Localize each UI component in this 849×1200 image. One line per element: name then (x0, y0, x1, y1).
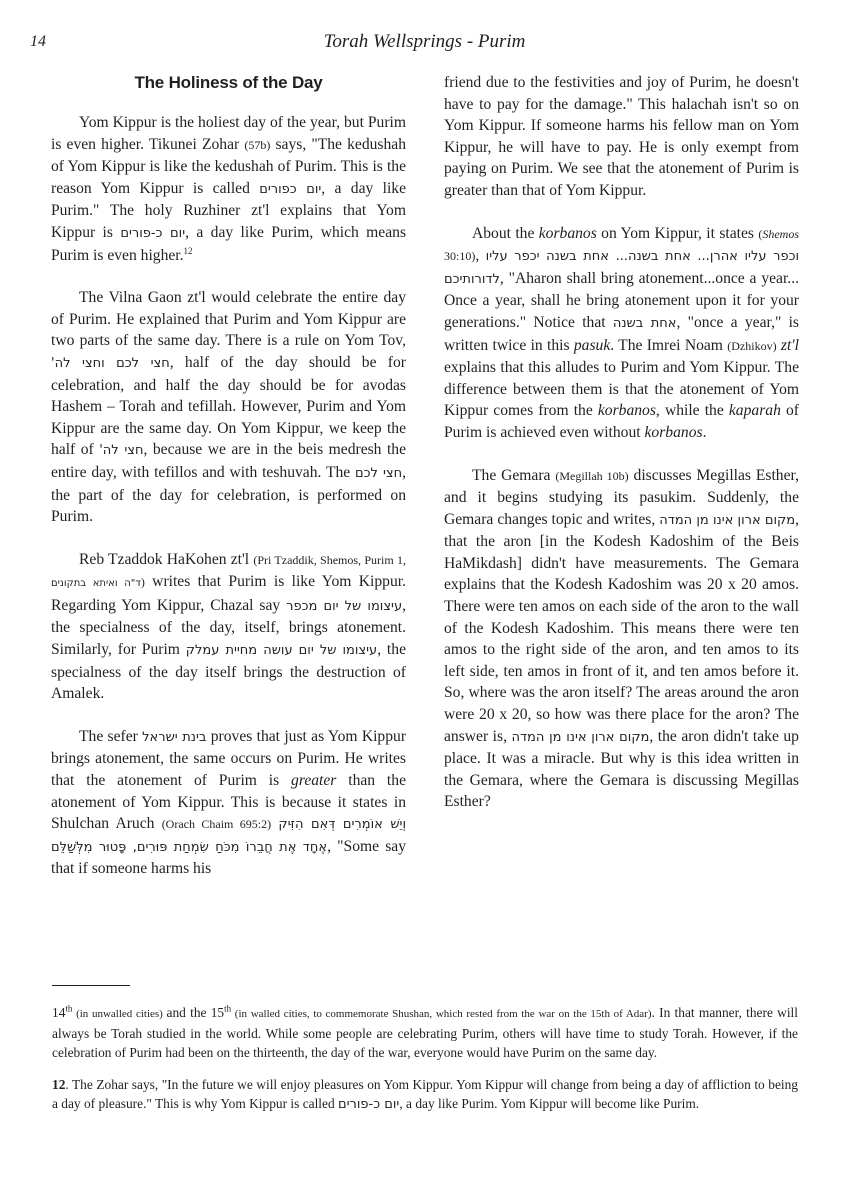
text: About the (472, 224, 539, 242)
paragraph-gemara (444, 465, 799, 814)
text: discusses Megillas Esther, and it begins studying its pasukim. Suddenly, the Gemara changes topic and writes, (444, 466, 799, 528)
hebrew-text: יום כ-פורים (120, 225, 186, 241)
text: , because we are in the beis medresh the entire day, with tefillos and with teshuvah. The (51, 441, 407, 481)
text: on Yom Kippur, it states (596, 224, 759, 242)
source-reference: (Orach Chaim 695:2) (161, 817, 272, 832)
emphasis: korbanos (538, 224, 597, 242)
reference-book: Shemos (762, 226, 799, 241)
text: . (702, 423, 707, 441)
text: than the atonement of Yom Kippur. This is because it states in Shulchan Aruch (51, 772, 406, 833)
paragraph-vilna-gaon (51, 287, 406, 528)
text: , that the aron [in the Kodesh Kadoshim of the Beis HaMikdash] didn't have measurements. The Gemara explains that the Kodesh Kadoshim was 20 x 20 amos. There were ten amos on each side of the aron to the wall of the Kodesh Kadoshim. This means there were ten amos to the right side of the aron, and ten amos to its left side, ten amos in front of it, and ten amos before it. So, where was the aron itself? The areas around the aron were 20 x 20, so how was there place for the aron? The answer is, (444, 510, 799, 745)
text: says, "The kedushah of Yom Kippur is like the kedushah of Purim. This is the reason Yom Kippur is called (51, 135, 407, 197)
source-reference: (Dzhikov) (727, 338, 777, 353)
hebrew-text: אחת בשנה (612, 315, 677, 331)
hebrew-text: חצי לכם וחצי לה' (51, 355, 170, 371)
paragraph-holiest-day (51, 112, 406, 266)
text: Reb Tzaddok HaKohen zt'l (79, 550, 254, 568)
emphasis: pasuk (573, 336, 611, 354)
ordinal-suffix: th (224, 1003, 232, 1014)
parenthetical: (in unwalled cities) (72, 1008, 167, 1020)
ordinal-suffix: th (65, 1003, 73, 1014)
hebrew-text: מקום ארון אינו מן המדה (511, 729, 650, 745)
footnote-marker[interactable]: 12 (183, 245, 193, 256)
text: , "Aharon shall bring atonement...once a year... Once a year, shall he bring atonement upon it for your generations." Notice that (444, 269, 799, 331)
text: , the specialness of the day itself brings the destruction of Amalek. (51, 641, 406, 703)
footnotes (52, 1003, 798, 1127)
right-column (444, 72, 799, 813)
section-title: The Holiness of the Day (134, 73, 323, 92)
text: , "Some say that if someone harms his (51, 837, 406, 878)
text: The sefer (79, 727, 143, 745)
hebrew-text: בינת ישראל (142, 729, 207, 745)
emphasis: kaparah (728, 402, 781, 420)
emphasis: korbanos (644, 423, 703, 441)
hebrew-text: חצי לה' (99, 443, 144, 459)
paragraph-korbanos: About the korbanos on Yom Kippur, it states (Shemos 30:10), וכפר עליו אהרן... אחת בשנה... אחת בשנה יכפר עליו לדורותיכם, "Aharon shall bring atonement...once a year... Once a year, shall he bring atonement upon it for your generations." Notice that אחת בשנה, "once a year," is written twice in this pasuk. The Imrei Noam (Dzhikov) zt'l explains that this alludes to Purim and Yom Kippur. The difference between them is that the atonement of Yom Kippur comes from the korbanos, while the kaparah of Purim is achieved even without korbanos. (444, 224, 800, 441)
text: , the aron didn't take up place. It was a miracle. But why is this idea written in the Gemara, where the Gemara is discussing Megillas Esther? (444, 727, 799, 811)
text: . The Zohar says, "In the future we will enjoy pleasures on Yom Kippur. Yom Kippur will change from being a day of affliction to being a day of pleasure." This is why Yom Kippur is called (52, 1077, 798, 1111)
footnote-separator (52, 985, 130, 986)
paragraph-reb-tzaddok (51, 549, 406, 705)
hebrew-text: מקום ארון אינו מן המדה (659, 512, 796, 528)
hebrew-reference: ד"ה ואיתא בתקונים (51, 578, 141, 590)
text: explains that this alludes to Purim and Yom Kippur. The difference between them is that the atonement of Yom Kippur comes from the (444, 359, 799, 420)
hebrew-text: יום כ-פורים (338, 1097, 400, 1112)
paragraph-continuation (444, 72, 799, 202)
source-reference: (57b) (244, 137, 271, 152)
text: , the specialness of the day, itself, brings atonement. Similarly, for Purim (51, 596, 406, 659)
reference-verse: 30:10 (444, 249, 472, 264)
emphasis: greater (291, 772, 337, 790)
running-title: Torah Wellsprings - Purim (323, 31, 526, 52)
text: , a day like Purim. Yom Kippur will become like Purim. (399, 1096, 700, 1111)
hebrew-text: עיצומו של יום עושה מחיית עמלק (185, 643, 378, 659)
text: , a day like Purim, which means Purim is even higher. (51, 223, 407, 264)
text: 14 (52, 1005, 66, 1020)
source-reference: (Megillah 10b) (555, 468, 629, 483)
text: writes that Purim is like Yom Kippur. Regarding Yom Kippur, Chazal say (51, 573, 406, 614)
footnote-number: 12 (52, 1077, 66, 1092)
hebrew-text: עיצומו של יום מכפר (286, 598, 403, 614)
text: , while the (655, 402, 729, 420)
text: The Gemara (472, 466, 556, 484)
text: of Purim is achieved even without (444, 402, 799, 441)
text: . In that manner, there will always be Torah studied in the world. While some people are celebrating Purim, others will have time to study Torah. However, if the celebration of Purim had been on the thirteenth, the day of the war, everyone would have Purim on the same day. (52, 1005, 798, 1060)
hebrew-quote: וְיֵשׁ אוֹמְרִים דְּאִם הִזִּיק אֶחָד אֶת חֲבֵרוֹ מִכֹּחַ שִׂמְחַת פּוּרִים, פָּטוּר מִלְּשַׁלֵּם (51, 817, 406, 855)
parenthetical: (in walled cities, to commemorate Shushan, which rested from the war on the 15th of Adar) (231, 1008, 652, 1020)
hebrew-quote: וכפר עליו אהרן... אחת בשנה... אחת בשנה יכפר עליו לדורותיכם (444, 249, 800, 287)
source-reference: (Shemos 30:10) (444, 226, 799, 264)
text: , the part of the day for celebration, is performed on Purim. (51, 463, 406, 526)
text: . The Imrei Noam (610, 336, 728, 354)
text: , a day like Purim." The holy Ruzhiner zt'l explains that Yom Kippur is (51, 179, 406, 241)
text: proves that just as Yom Kippur brings atonement, the same occurs on Purim. He writes that the atonement of Purim is (51, 727, 407, 790)
hebrew-text: חצי לכם (355, 465, 403, 481)
footnote-continuation (52, 1003, 798, 1062)
text: , half of the day should be for celebration, and half the day should be for avodas Hashem – Torah and tefillah. However, Purim and Yom Kippur are the same day. On Yom Kippur, we keep the half of (51, 353, 406, 459)
left-column (51, 72, 406, 880)
text: The Vilna Gaon zt'l would celebrate the entire day of Purim. He explained that Purim and Yom Kippur are two parts of the same day. There is a rule on Yom Tov, (51, 289, 406, 350)
page-number: 14 (30, 33, 46, 50)
text: friend due to the festivities and joy of Purim, he doesn't have to pay for the damage." This halachah isn't so on Yom Kippur. If someone harms his fellow man on Yom Kippur, he will have to pay. He is only exempt from paying on Purim. We see that the atonement of Purim is greater than that of Yom Kippur. (444, 74, 799, 199)
source-reference-end: ) (140, 575, 145, 590)
hebrew-text: יום כפורים (259, 181, 322, 197)
text: Yom Kippur is the holiest day of the year, but Purim is even higher. Tikunei Zohar (51, 114, 406, 153)
emphasis: korbanos (597, 402, 656, 420)
paragraph-binas-yisrael (51, 726, 406, 880)
footnote-12 (52, 1075, 798, 1114)
source-reference: (Pri Tzaddik, Shemos, Purim 1, (253, 552, 406, 567)
text: , "once a year," is written twice in this (444, 313, 799, 354)
text: and the 15 (166, 1005, 225, 1020)
emphasis: zt'l (780, 336, 799, 354)
